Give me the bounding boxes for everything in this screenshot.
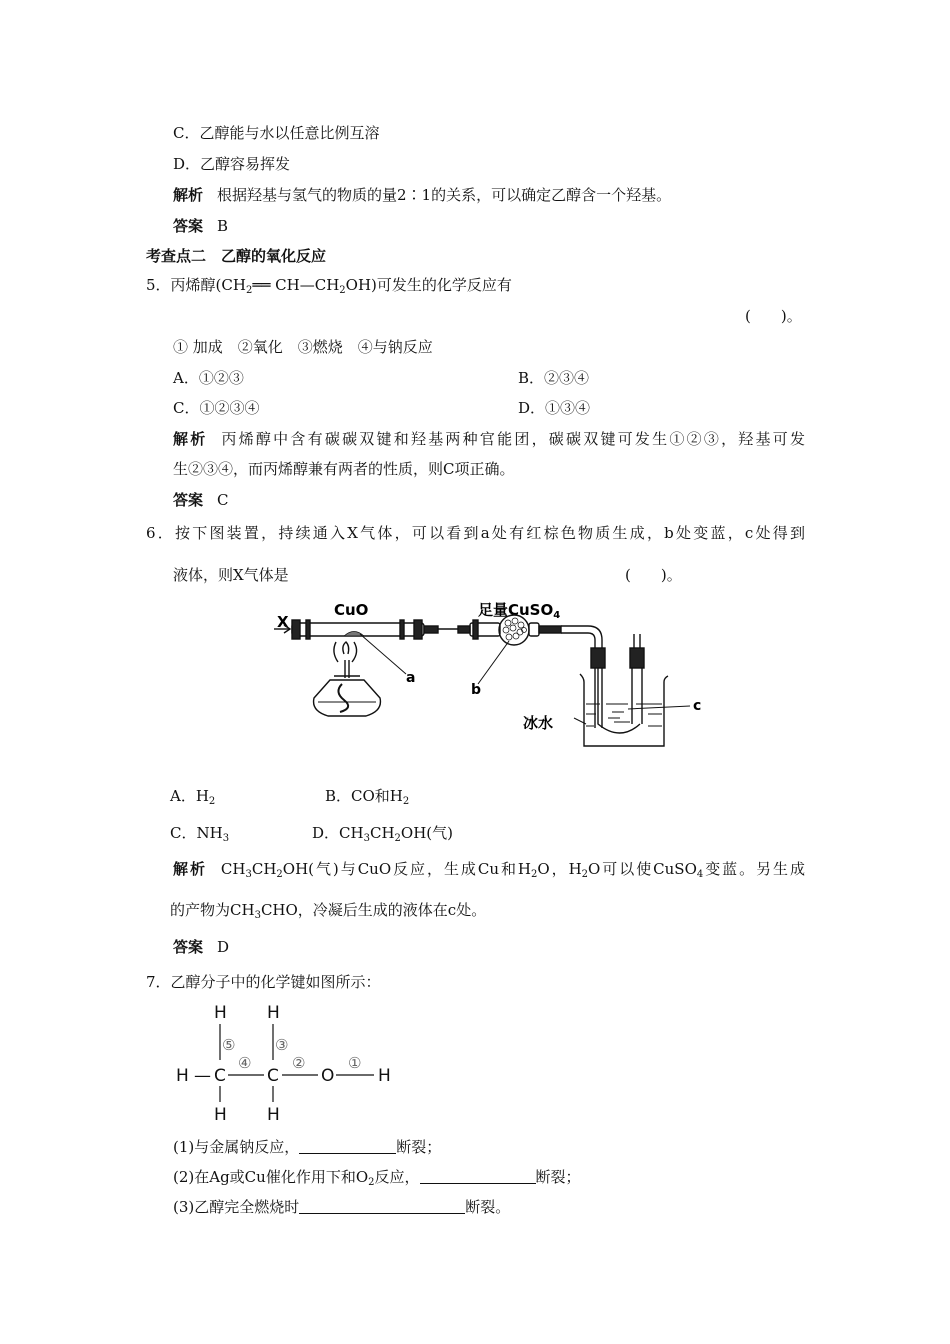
bond-label-1: ① <box>348 1054 362 1072</box>
q4-option-c: C．乙醇能与水以任意比例互溶 <box>173 124 380 142</box>
rubber-tube <box>539 626 561 633</box>
atom-c: C <box>267 1066 279 1086</box>
analysis-label: 解析 <box>173 860 207 878</box>
cuso4-bulb <box>499 615 529 645</box>
option-text: OH(气) <box>400 824 453 842</box>
q6-option-c <box>170 823 229 843</box>
flame-inner <box>343 642 349 654</box>
option-text: CH <box>369 824 395 842</box>
section-title: 考查点二 乙醇的氧化反应 <box>146 247 327 265</box>
answer-value: D <box>217 938 230 956</box>
atom-c: C <box>214 1066 226 1086</box>
analysis-text: 根据羟基与氢气的物质的量2∶1的关系，可以确定乙醇含一个羟基。 <box>217 186 672 204</box>
answer-blank[interactable] <box>299 1199 465 1214</box>
wick-holder <box>345 660 349 678</box>
q5-option-d: D．①③④ <box>518 399 591 417</box>
subscript: 4 <box>696 869 704 880</box>
clamp <box>306 620 310 639</box>
atom-h: H <box>267 1105 280 1125</box>
ethanol-structure <box>170 998 410 1130</box>
ice-water-label: 冰水 <box>523 714 554 732</box>
bond-label-3: ③ <box>275 1036 289 1054</box>
subscript: 3 <box>363 833 370 844</box>
atom-h: H <box>214 1105 227 1125</box>
answer-value: C <box>217 491 229 509</box>
subscript: 2 <box>208 796 216 807</box>
analysis-label: 解析 <box>173 186 204 204</box>
subscript: 2 <box>531 869 538 880</box>
drying-tube-right <box>529 623 539 636</box>
q5-option-a: A．①②③ <box>173 369 244 387</box>
analysis-text: O可以使CuSO <box>588 860 697 878</box>
bond-label-5: ⑤ <box>222 1036 236 1054</box>
part-text: 反应， <box>374 1168 420 1186</box>
apparatus-figure <box>268 596 718 756</box>
cuo-label: CuO <box>334 601 369 619</box>
q6-answer <box>173 937 229 957</box>
leader-c <box>628 706 690 709</box>
cuso4-text: 足量CuSO <box>478 601 554 619</box>
answer-blank[interactable] <box>420 1169 536 1184</box>
q5-bracket: ( )。 <box>745 307 802 325</box>
label-b: b <box>471 682 482 698</box>
part-text: 断裂； <box>535 1168 581 1186</box>
clamp <box>400 620 404 639</box>
answer-label: 答案 <box>173 938 204 956</box>
analysis-text: CHO，冷凝后生成的液体在c处。 <box>260 901 487 919</box>
answer-blank[interactable] <box>299 1139 396 1154</box>
answer-label: 答案 <box>173 491 204 509</box>
part-text: (2)在Ag或Cu催化作用下和O <box>173 1168 369 1186</box>
bond-dash: — <box>194 1066 211 1086</box>
collection-tube <box>598 668 640 733</box>
label-a: a <box>406 670 416 686</box>
q6-analysis-line1 <box>173 859 805 879</box>
analysis-text: CH <box>220 860 246 878</box>
flame <box>334 642 357 662</box>
outlet-tube-inner <box>632 668 642 724</box>
q5-option-c: C．①②③④ <box>173 399 260 417</box>
atom-h: H <box>214 1003 227 1023</box>
subscript: 4 <box>553 610 561 621</box>
condenser-stopper-left <box>591 648 605 668</box>
cuso4-label <box>478 601 560 621</box>
q7-part1 <box>173 1137 441 1157</box>
q5-stem <box>146 275 512 295</box>
analysis-text: 丙烯醇中含有碳碳双键和羟基两种官能团，碳碳双键可发生①②③，羟基可发 <box>221 430 805 448</box>
analysis-text: O，H <box>537 860 582 878</box>
stopper-right <box>414 620 422 639</box>
q6-bracket: ( )。 <box>625 566 682 584</box>
stopper <box>473 620 478 639</box>
analysis-text: OH(气)与CuO反应，生成Cu和H <box>282 860 531 878</box>
cuso4-granules <box>503 618 527 640</box>
subscript: 2 <box>368 1177 375 1188</box>
q7-part2 <box>173 1167 581 1187</box>
part-text: (3)乙醇完全燃烧时 <box>173 1198 300 1216</box>
part-text: 断裂。 <box>465 1198 511 1216</box>
condenser-stopper-right <box>630 648 644 668</box>
subscript: 2 <box>276 869 283 880</box>
rubber-tube <box>458 626 470 633</box>
q6-option-d <box>312 823 453 843</box>
q7-stem: 7．乙醇分子中的化学键如图所示： <box>146 973 381 991</box>
outlet-tube <box>634 634 640 648</box>
subscript: 3 <box>254 910 261 921</box>
part-text: (1)与金属钠反应， <box>173 1138 300 1156</box>
subscript: 2 <box>339 285 346 296</box>
q4-analysis <box>173 185 671 205</box>
q5-analysis-line2: 生②③④，而丙烯醇兼有两者的性质，则C项正确。 <box>173 460 515 478</box>
q7-part3 <box>173 1197 510 1217</box>
subscript: 3 <box>222 833 230 844</box>
q6-option-b <box>325 786 409 806</box>
q5-items: ① 加成 ②氧化 ③燃烧 ④与钠反应 <box>173 338 433 356</box>
subscript: 2 <box>402 796 410 807</box>
atom-o: O <box>321 1066 335 1086</box>
q4-option-d: D．乙醇容易挥发 <box>173 155 291 173</box>
atom-h: H <box>378 1066 391 1086</box>
q5-option-b: B．②③④ <box>518 369 590 387</box>
bond-label-2: ② <box>292 1054 306 1072</box>
q5-answer <box>173 490 229 510</box>
gas-x-label: X <box>277 613 289 631</box>
q6-stem-line2: 液体，则X气体是 <box>173 566 289 584</box>
option-text: B．CO和H <box>325 787 403 805</box>
option-text: A．H <box>170 787 209 805</box>
answer-value: B <box>217 217 229 235</box>
stopper-left <box>292 620 300 639</box>
delivery-tube-outer <box>561 626 602 728</box>
subscript: 2 <box>581 869 589 880</box>
option-text: D．CH <box>312 824 364 842</box>
atom-h: H <box>176 1066 189 1086</box>
q6-option-a <box>170 786 215 806</box>
q6-stem-line1: 6．按下图装置，持续通入X气体，可以看到a处有红棕色物质生成，b处变蓝，c处得到 <box>146 524 805 542</box>
q4-answer <box>173 216 228 236</box>
leader-b <box>478 641 509 684</box>
q6-analysis-line2 <box>170 900 486 920</box>
analysis-label: 解析 <box>173 430 208 448</box>
part-text: 断裂； <box>396 1138 442 1156</box>
alcohol-lamp <box>314 680 381 716</box>
subscript: 3 <box>245 869 252 880</box>
answer-label: 答案 <box>173 217 204 235</box>
q5-stem-part: 5．丙烯醇(CH <box>146 276 246 294</box>
wick <box>338 684 348 712</box>
q5-stem-part: OH)可发生的化学反应有 <box>345 276 512 294</box>
bond-label-4: ④ <box>238 1054 252 1072</box>
label-c: c <box>693 698 702 714</box>
analysis-text: CH <box>251 860 277 878</box>
beaker <box>580 674 668 746</box>
analysis-text: 变蓝。另生成 <box>703 860 805 878</box>
q5-analysis-line1 <box>173 429 805 449</box>
subscript: 2 <box>245 285 253 296</box>
leader-a <box>360 634 406 674</box>
analysis-text: 的产物为CH <box>170 901 255 919</box>
rubber-tube <box>424 626 438 633</box>
option-text: C．NH <box>170 824 223 842</box>
subscript: 2 <box>394 833 401 844</box>
q5-stem-part: ══ CH—CH <box>252 276 340 294</box>
atom-h: H <box>267 1003 280 1023</box>
